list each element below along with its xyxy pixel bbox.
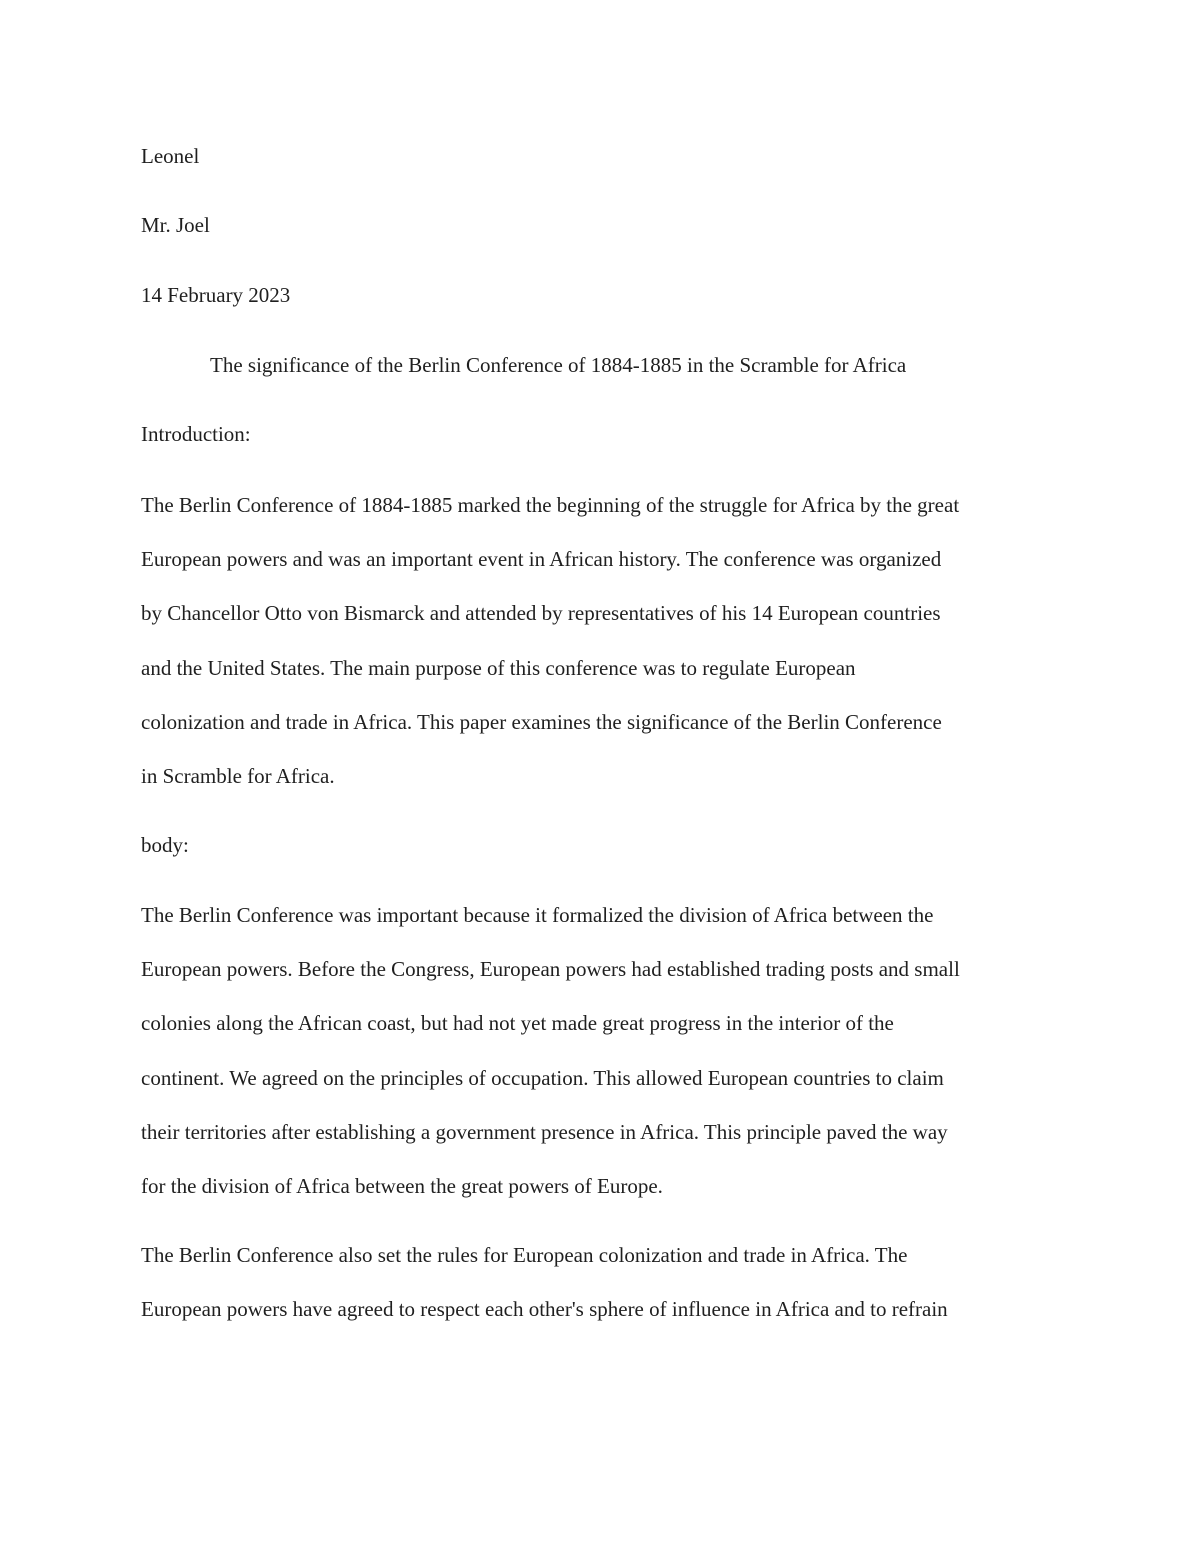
paragraph-line: by Chancellor Otto von Bismarck and attended by representatives of his 14 European countries bbox=[141, 601, 941, 626]
body-paragraph-2 bbox=[141, 1228, 1071, 1336]
paragraph-line: European powers and was an important event in African history. The conference was organized bbox=[141, 547, 942, 572]
student-name: Leonel bbox=[141, 144, 200, 168]
paragraph-line: in Scramble for Africa. bbox=[141, 763, 335, 788]
paragraph-line: colonies along the African coast, but had not yet made great progress in the interior of the bbox=[141, 1011, 894, 1036]
introduction-paragraph bbox=[141, 478, 1071, 803]
body-heading: body: bbox=[141, 833, 189, 857]
paragraph-line: European powers have agreed to respect each other's sphere of influence in Africa and to refrain bbox=[141, 1297, 948, 1322]
introduction-heading: Introduction: bbox=[141, 422, 251, 446]
paragraph-line: continent. We agreed on the principles of occupation. This allowed European countries to claim bbox=[141, 1065, 944, 1090]
paragraph-line: their territories after establishing a government presence in Africa. This principle paved the way bbox=[141, 1119, 948, 1144]
document-title: The significance of the Berlin Conference of 1884-1885 in the Scramble for Africa bbox=[210, 353, 907, 377]
paragraph-line: The Berlin Conference was important because it formalized the division of Africa between the bbox=[141, 903, 934, 927]
paragraph-line: colonization and trade in Africa. This paper examines the significance of the Berlin Conference bbox=[141, 709, 942, 734]
paragraph-line: The Berlin Conference also set the rules for European colonization and trade in Africa. The bbox=[141, 1243, 908, 1267]
paragraph-line: The Berlin Conference of 1884-1885 marked the beginning of the struggle for Africa by the great bbox=[141, 493, 960, 517]
paragraph-line: and the United States. The main purpose of this conference was to regulate European bbox=[141, 655, 856, 680]
instructor-name: Mr. Joel bbox=[141, 213, 210, 237]
body-paragraph-1 bbox=[141, 888, 1071, 1213]
paragraph-line: European powers. Before the Congress, European powers had established trading posts and small bbox=[141, 957, 960, 982]
paragraph-line: for the division of Africa between the great powers of Europe. bbox=[141, 1173, 663, 1198]
document-date: 14 February 2023 bbox=[141, 283, 291, 307]
